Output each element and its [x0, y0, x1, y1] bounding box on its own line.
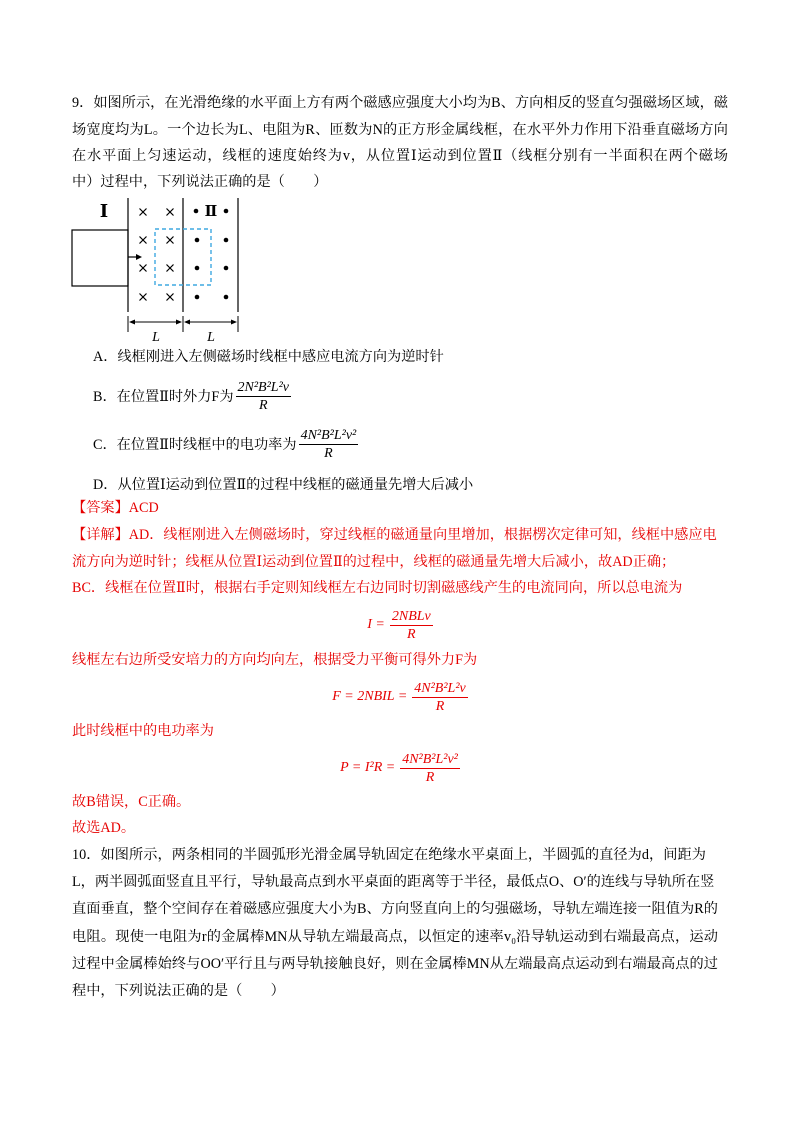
position-1-label: Ⅰ [99, 201, 109, 221]
explanation-conclusion-2: 故选AD。 [72, 820, 136, 836]
q9-stem-line-2: 场宽度均为L。一个边长为L、电阻为R、匝数为N的正方形金属线框，在水平外力作用下沿垂直磁场方向 [72, 122, 728, 138]
width-label-right: L [207, 330, 215, 345]
option-b-fraction [236, 380, 291, 413]
q9-option-d [93, 475, 473, 495]
dimension-arrow-icon [231, 320, 237, 325]
width-label-left: L [152, 330, 160, 345]
cross-mark [167, 294, 174, 301]
cross-mark [140, 265, 147, 272]
dot-mark [224, 238, 229, 243]
dot-mark [195, 295, 200, 300]
cross-mark [140, 209, 147, 216]
fraction-denominator: R [407, 626, 416, 642]
explanation-force-line: 线框左右边所受安培力的方向均向左，根据受力平衡可得外力F为 [72, 652, 478, 668]
formula-lhs: P = I²R = [340, 760, 396, 775]
option-label: C． [93, 437, 117, 453]
explanation-line-3: BC．线框在位置Ⅱ时，根据右手定则知线框左右边同时切割磁感线产生的电流同向，所以总电流为 [72, 580, 683, 596]
dot-mark [195, 238, 200, 243]
cross-mark [167, 265, 174, 272]
q10-stem-line-2: L，两半圆弧面竖直且平行，导轨最高点到水平桌面的距离等于半径，最低点O、O′的连线与导轨所在竖 [72, 874, 715, 890]
option-label: A． [93, 349, 118, 365]
formula-current [0, 608, 800, 642]
fraction-numerator: 4N²B²L²v [414, 680, 466, 696]
q10-stem-line-1: 10．如图所示，两条相同的半圆弧形光滑金属导轨固定在绝缘水平桌面上，半圆弧的直径为d，间距为 [72, 847, 706, 863]
option-label: B． [93, 389, 117, 405]
cross-mark [167, 237, 174, 244]
dimension-arrow-icon [129, 320, 135, 325]
formula-force [0, 680, 800, 714]
formula-fraction [400, 752, 460, 785]
option-text: 线框刚进入左侧磁场时线框中感应电流方向为逆时针 [117, 349, 444, 365]
fraction-denominator: R [425, 769, 435, 785]
formula-power [0, 751, 800, 785]
q9-stem-line-1: 9．如图所示，在光滑绝缘的水平面上方有两个磁感应强度大小均为B、方向相反的竖直匀强磁场区域，磁 [72, 95, 728, 111]
q10-stem-line-6: 程中，下列说法正确的是（ ） [72, 983, 285, 999]
formula-lhs: F = 2NBIL = [332, 689, 408, 704]
q9-stem-line-3: 在水平面上匀速运动，线框的速度始终为v，从位置Ⅰ运动到位置Ⅱ（线框分别有一半面积在两个磁场 [72, 148, 728, 164]
option-text: 从位置Ⅰ运动到位置Ⅱ的过程中线框的磁通量先增大后减小 [117, 477, 474, 493]
dot-mark [224, 209, 229, 214]
fraction-numerator: 2NBLv [391, 608, 431, 624]
fraction-numerator: 4N²B²L²v² [402, 751, 458, 767]
option-text: 在位置Ⅱ时外力F为 [116, 389, 234, 405]
q9-option-b [93, 379, 291, 413]
fraction-denominator: R [324, 445, 333, 461]
position-2-label: Ⅱ [204, 204, 218, 220]
dot-mark [224, 266, 229, 271]
formula-lhs: I = [367, 617, 385, 632]
option-label: D． [93, 477, 118, 493]
velocity-arrow-head-icon [136, 254, 142, 260]
q10-stem-line-5: 过程中金属棒始终与OO′平行且与两导轨接触良好，则在金属棒MN从左端最高点运动到右端最高点的过 [72, 956, 718, 972]
explanation-line-2: 流方向为逆时针；线框从位置Ⅰ运动到位置Ⅱ的过程中，线框的磁通量先增大后减小，故AD正确； [72, 554, 676, 570]
fraction-numerator: 2N²B²L²v [237, 379, 289, 395]
dimension-arrow-icon [176, 320, 182, 325]
cross-mark [140, 237, 147, 244]
q9-answer [72, 498, 159, 518]
dot-mark [195, 266, 200, 271]
q9-option-c [93, 427, 358, 461]
explanation-power-line: 此时线框中的电功率为 [72, 723, 214, 739]
field-into-page-marks [140, 209, 174, 301]
fraction-denominator: R [435, 698, 445, 714]
option-text: 在位置Ⅱ时线框中的电功率为 [116, 437, 297, 453]
q10-stem-line-4: 电阻。现使一电阻为r的金属棒MN从导轨左端最高点，以恒定的速率v₀沿导轨运动到右端最高点，运动 [72, 929, 718, 945]
wire-frame-position-1 [72, 230, 128, 286]
cross-mark [140, 294, 147, 301]
q9-stem-line-4: 中）过程中，下列说法正确的是（ ） [72, 174, 328, 190]
dimension-arrow-icon [184, 320, 190, 325]
explanation-line-1: 【详解】AD．线框刚进入左侧磁场时，穿过线框的磁通量向里增加，根据楞次定律可知，线框中感应电 [72, 527, 717, 543]
fraction-numerator: 4N²B²L²v² [300, 427, 357, 443]
explanation-conclusion-1: 故B错误，C正确。 [72, 794, 191, 810]
q10-stem-line-3: 直面垂直，整个空间存在着磁感应强度大小为B、方向竖直向上的匀强磁场，导轨左端连接一阻值为R的 [72, 901, 718, 917]
q9-option-a [93, 347, 444, 367]
option-c-fraction [299, 428, 359, 461]
answer-tag: 【答案】 [72, 500, 129, 516]
q9-magnetic-field-figure [0, 190, 260, 350]
formula-fraction [390, 609, 433, 642]
answer-value: ACD [128, 500, 159, 516]
fraction-denominator: R [258, 397, 268, 413]
dot-mark [224, 295, 229, 300]
cross-mark [167, 209, 174, 216]
dot-mark [194, 209, 199, 214]
formula-fraction [412, 681, 467, 714]
